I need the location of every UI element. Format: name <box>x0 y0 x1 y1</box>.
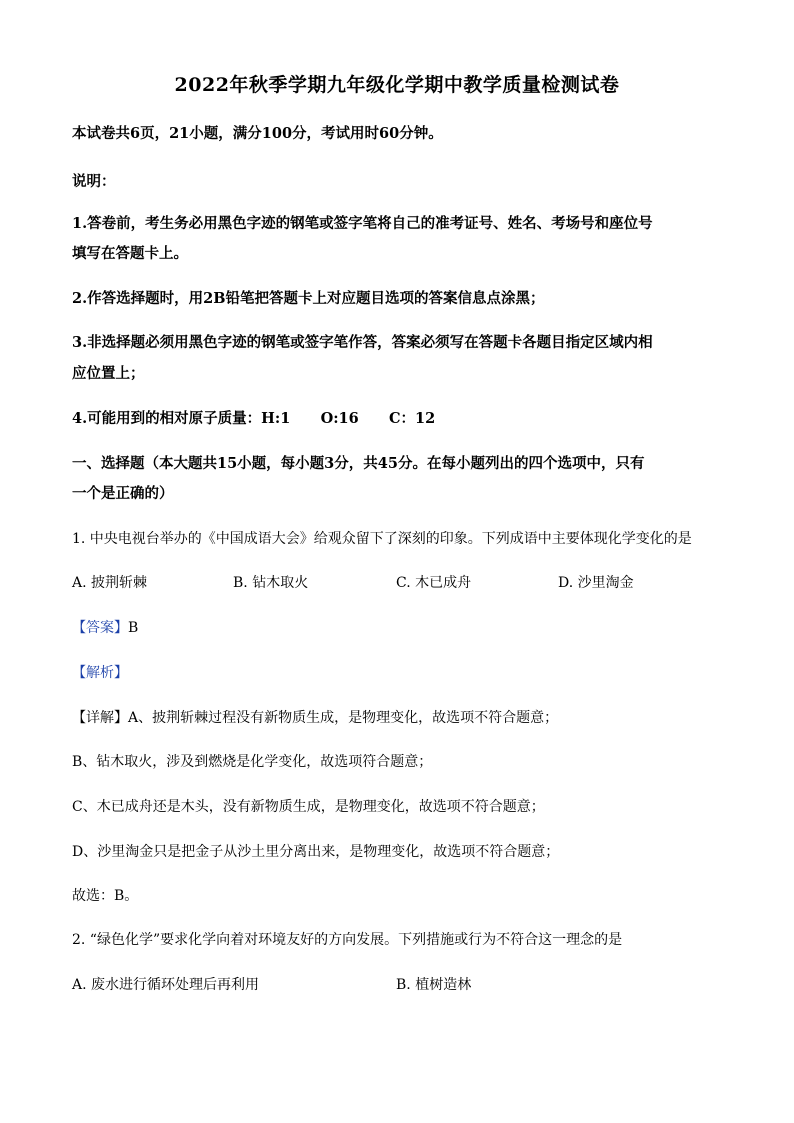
section-1-line-2: 一个是正确的） <box>72 485 174 502</box>
answer-value: B <box>128 620 139 636</box>
detail-line-d: D、沙里淘金只是把金子从沙土里分离出来，是物理变化，故选项不符合题意； <box>72 844 560 860</box>
exam-intro: 本试卷共6页，21小题，满分100分，考试用时60分钟。 <box>72 125 443 142</box>
detail-a-text: A、披荆斩棘过程没有新物质生成，是物理变化，故选项不符合题意； <box>128 710 559 726</box>
detail-line-b: B、钻木取火，涉及到燃烧是化学变化，故选项符合题意； <box>72 754 433 770</box>
note-1-line-1: 1.答卷前，考生务必用黑色字迹的钢笔或签字笔将自己的准考证号、姓名、考场号和座位号 <box>72 215 653 232</box>
question-1-option-b: B. 钻木取火 <box>233 575 309 591</box>
note-3-line-2: 应位置上； <box>72 365 145 382</box>
question-2-stem: 2. “绿色化学”要求化学向着对环境友好的方向发展。下列措施或行为不符合这一理念的是 <box>72 932 623 948</box>
answer-line <box>72 617 138 637</box>
detail-tag: 【详解】 <box>72 710 128 726</box>
note-1-line-2: 填写在答题卡上。 <box>72 245 188 262</box>
answer-tag: 【答案】 <box>72 620 128 636</box>
conclusion-line: 故选：B。 <box>72 888 139 904</box>
note-4: 4.可能用到的相对原子质量：H:1 O:16 C：12 <box>72 410 436 427</box>
analysis-tag: 【解析】 <box>72 665 128 681</box>
question-2-option-b: B. 植树造林 <box>396 977 472 993</box>
detail-line-a <box>72 707 558 727</box>
question-1-stem: 1. 中央电视台举办的《中国成语大会》给观众留下了深刻的印象。下列成语中主要体现化学变化的是 <box>72 531 692 547</box>
analysis-line <box>72 662 128 682</box>
note-2: 2.作答选择题时，用2B铅笔把答题卡上对应题目选项的答案信息点涂黑； <box>72 290 545 307</box>
question-1-option-c: C. 木已成舟 <box>396 575 472 591</box>
detail-line-c: C、木已成舟还是木头，没有新物质生成，是物理变化，故选项不符合题意； <box>72 799 545 815</box>
notes-heading: 说明： <box>72 173 116 190</box>
question-2-option-a: A. 废水进行循环处理后再利用 <box>72 977 260 993</box>
page-title: 2022年秋季学期九年级化学期中教学质量检测试卷 <box>174 74 620 96</box>
question-1-option-d: D. 沙里淘金 <box>558 575 634 591</box>
section-1-line-1: 一、选择题（本大题共15小题，每小题3分，共45分。在每小题列出的四个选项中，只有 <box>72 455 645 472</box>
question-1-option-a: A. 披荆斩棘 <box>72 575 148 591</box>
note-3-line-1: 3.非选择题必须用黑色字迹的钢笔或签字笔作答，答案必须写在答题卡各题目指定区域内相 <box>72 334 653 351</box>
